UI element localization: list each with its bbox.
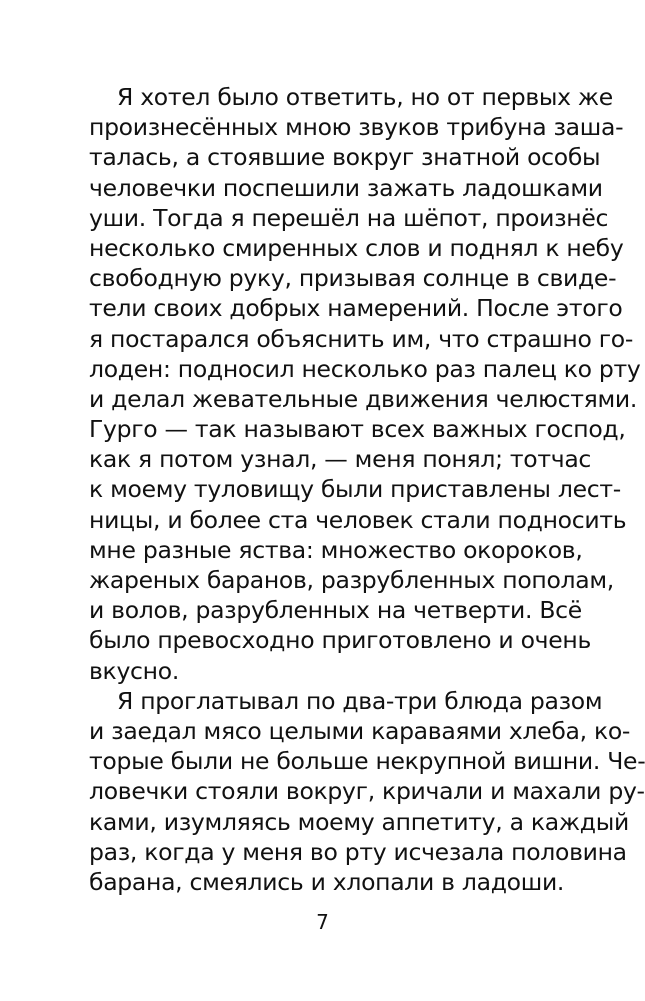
text-line: было превосходно приготовлено и очень [89,626,592,655]
text-line: мне разные яства: множество окороков, [89,535,583,564]
text-line: Гурго — так называют всех важных господ, [89,415,626,444]
text-line: ницы, и более ста человек стали подносить [89,505,627,534]
text-line: человечки поспешили зажать ладошками [89,173,603,202]
text-line: барана, смеялись и хлопали в ладоши. [89,867,565,896]
text-line: и волов, разрубленных на четверти. Всё [89,596,582,625]
text-line: талась, а стоявшие вокруг знатной особы [89,143,601,172]
text-line: Я хотел было ответить, но от первых же [117,83,613,111]
text-line: ловечки стояли вокруг, кричали и махали ру- [89,777,645,806]
text-line: и делал жевательные движения челюстями. [89,384,638,413]
text-line: уши. Тогда я перешёл на шёпот, произнёс [89,203,609,232]
body-text [89,82,645,897]
paragraph [89,686,645,897]
text-line: несколько смиренных слов и поднял к небу [89,233,624,262]
paragraph [89,82,641,686]
page-number: 7 [316,910,329,934]
text-line: раз, когда у меня во рту исчезала половина [89,837,627,866]
text-line: и заедал мясо целыми караваями хлеба, ко- [89,716,631,745]
text-line: произнесённых мною звуков трибуна заша- [89,113,624,142]
text-line: вкусно. [89,656,179,685]
text-line: торые были не больше некрупной вишни. Че- [89,747,645,776]
text-line: ками, изумляясь моему аппетиту, а каждый [89,807,629,836]
text-line: лоден: подносил несколько раз палец ко рту [89,354,641,383]
text-line: жареных баранов, разрубленных пополам, [89,566,614,594]
text-line: как я потом узнал, — меня понял; тотчас [89,445,592,474]
text-line: Я проглатывал по два-три блюда разом [117,686,603,715]
text-line: я постарался объяснить им, что страшно го- [89,324,634,353]
text-line: свободную руку, призывая солнце в свиде- [89,264,617,293]
text-line: к моему туловищу были приставлены лест- [89,475,621,504]
text-line: тели своих добрых намерений. После этого [89,294,623,323]
